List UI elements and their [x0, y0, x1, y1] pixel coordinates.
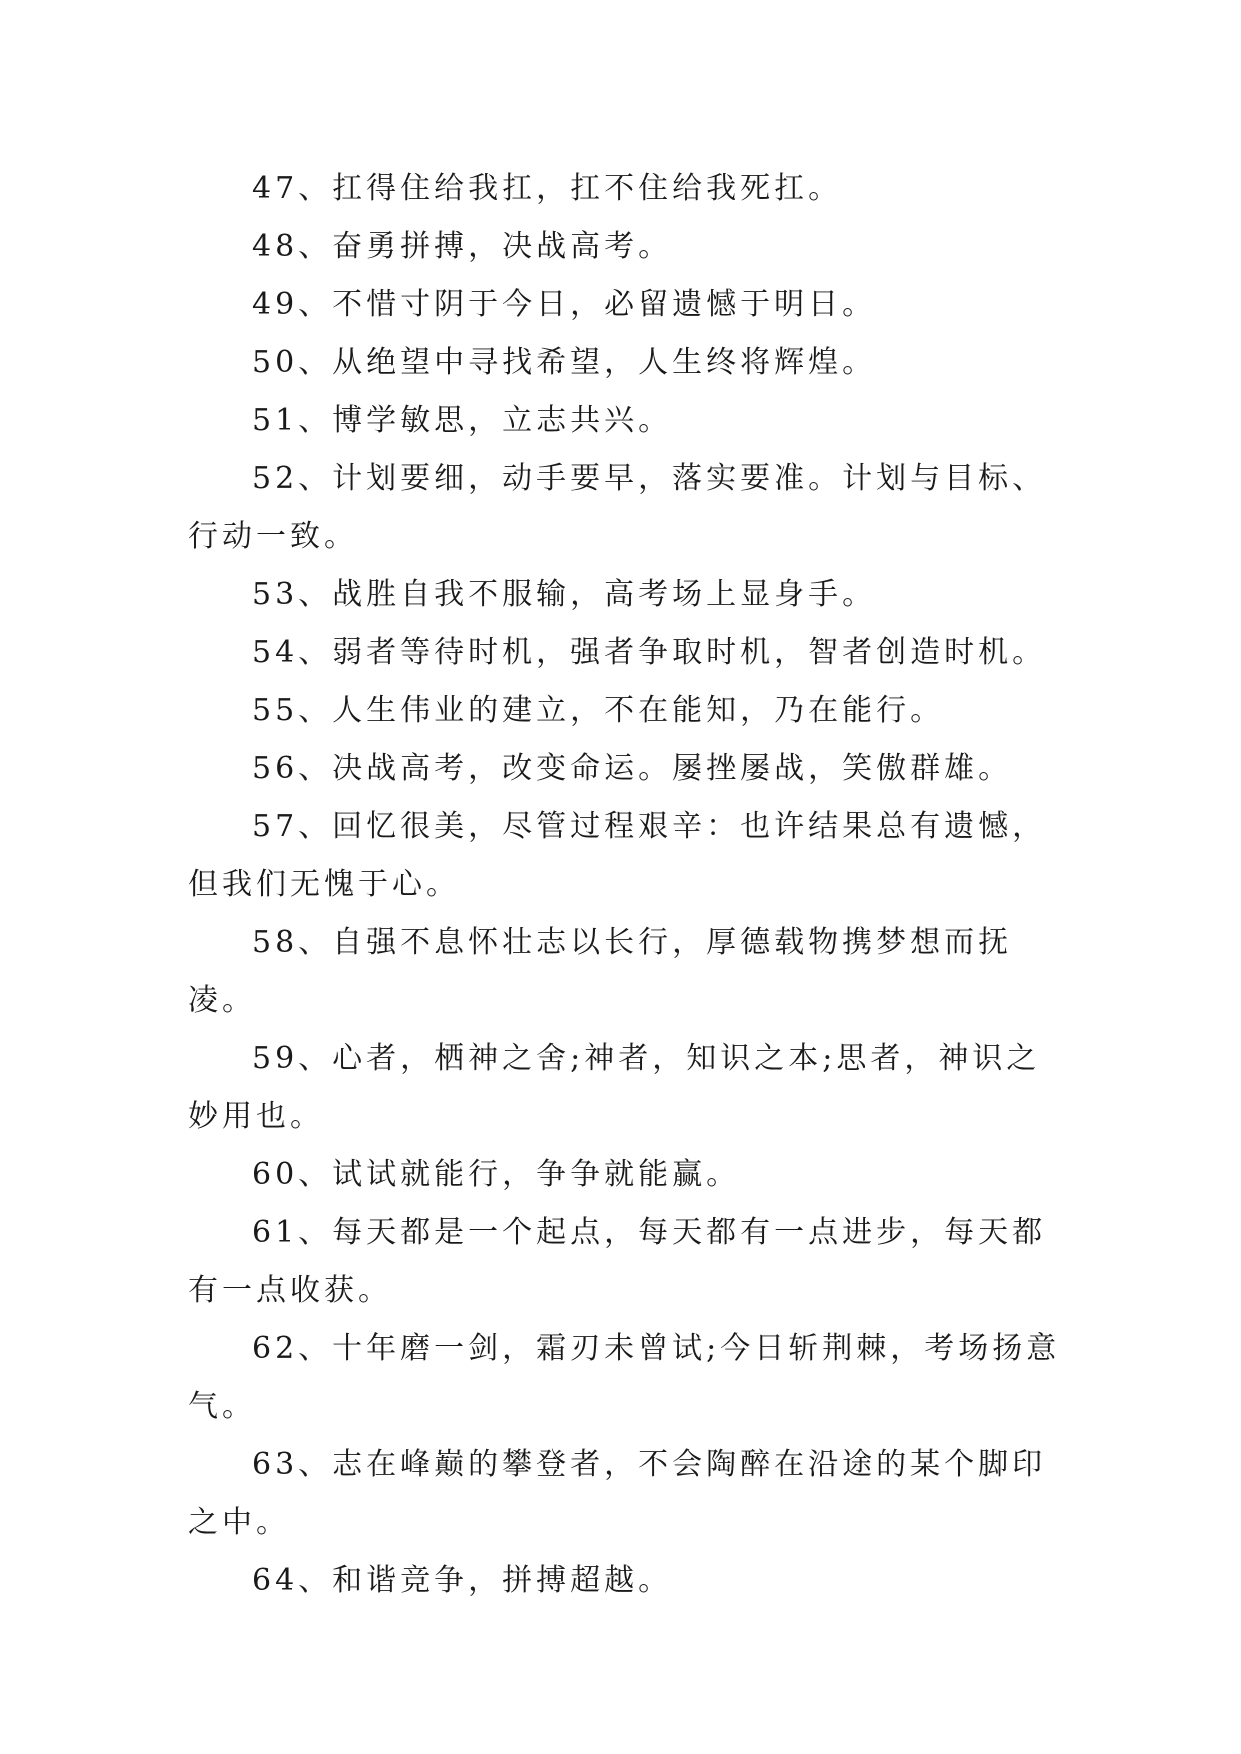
list-item: 49、不惜寸阴于今日，必留遗憾于明日。 — [252, 287, 877, 322]
list-item: 60、试试就能行，争争就能赢。 — [252, 1157, 741, 1192]
list-item: 57、回忆很美，尽管过程艰辛：也许结果总有遗憾，但我们无愧于心。 — [188, 809, 1047, 902]
list-item: 50、从绝望中寻找希望，人生终将辉煌。 — [252, 345, 877, 380]
list-item: 56、决战高考，改变命运。屡挫屡战，笑傲群雄。 — [252, 751, 1013, 786]
list-item: 48、奋勇拼搏，决战高考。 — [252, 229, 673, 264]
list-item: 47、扛得住给我扛，扛不住给我死扛。 — [252, 171, 843, 206]
list-item: 53、战胜自我不服输，高考场上显身手。 — [252, 577, 877, 612]
slogan-list — [188, 160, 1068, 1610]
list-item: 51、博学敏思，立志共兴。 — [252, 403, 673, 438]
list-item: 59、心者，栖神之舍;神者，知识之本;思者，神识之妙用也。 — [188, 1041, 1041, 1134]
list-item: 55、人生伟业的建立，不在能知，乃在能行。 — [252, 693, 945, 728]
list-item: 54、弱者等待时机，强者争取时机，智者创造时机。 — [252, 635, 1047, 670]
list-item: 58、自强不息怀壮志以长行，厚德载物携梦想而抚凌。 — [188, 925, 1013, 1018]
list-item: 61、每天都是一个起点，每天都有一点进步，每天都有一点收获。 — [188, 1215, 1047, 1308]
list-item: 62、十年磨一剑，霜刃未曾试;今日斩荆棘，考场扬意气。 — [188, 1331, 1061, 1424]
list-item: 52、计划要细，动手要早，落实要准。计划与目标、行动一致。 — [188, 461, 1047, 554]
list-item: 63、志在峰巅的攀登者，不会陶醉在沿途的某个脚印之中。 — [188, 1447, 1047, 1540]
list-item: 64、和谐竞争，拼搏超越。 — [252, 1563, 673, 1598]
